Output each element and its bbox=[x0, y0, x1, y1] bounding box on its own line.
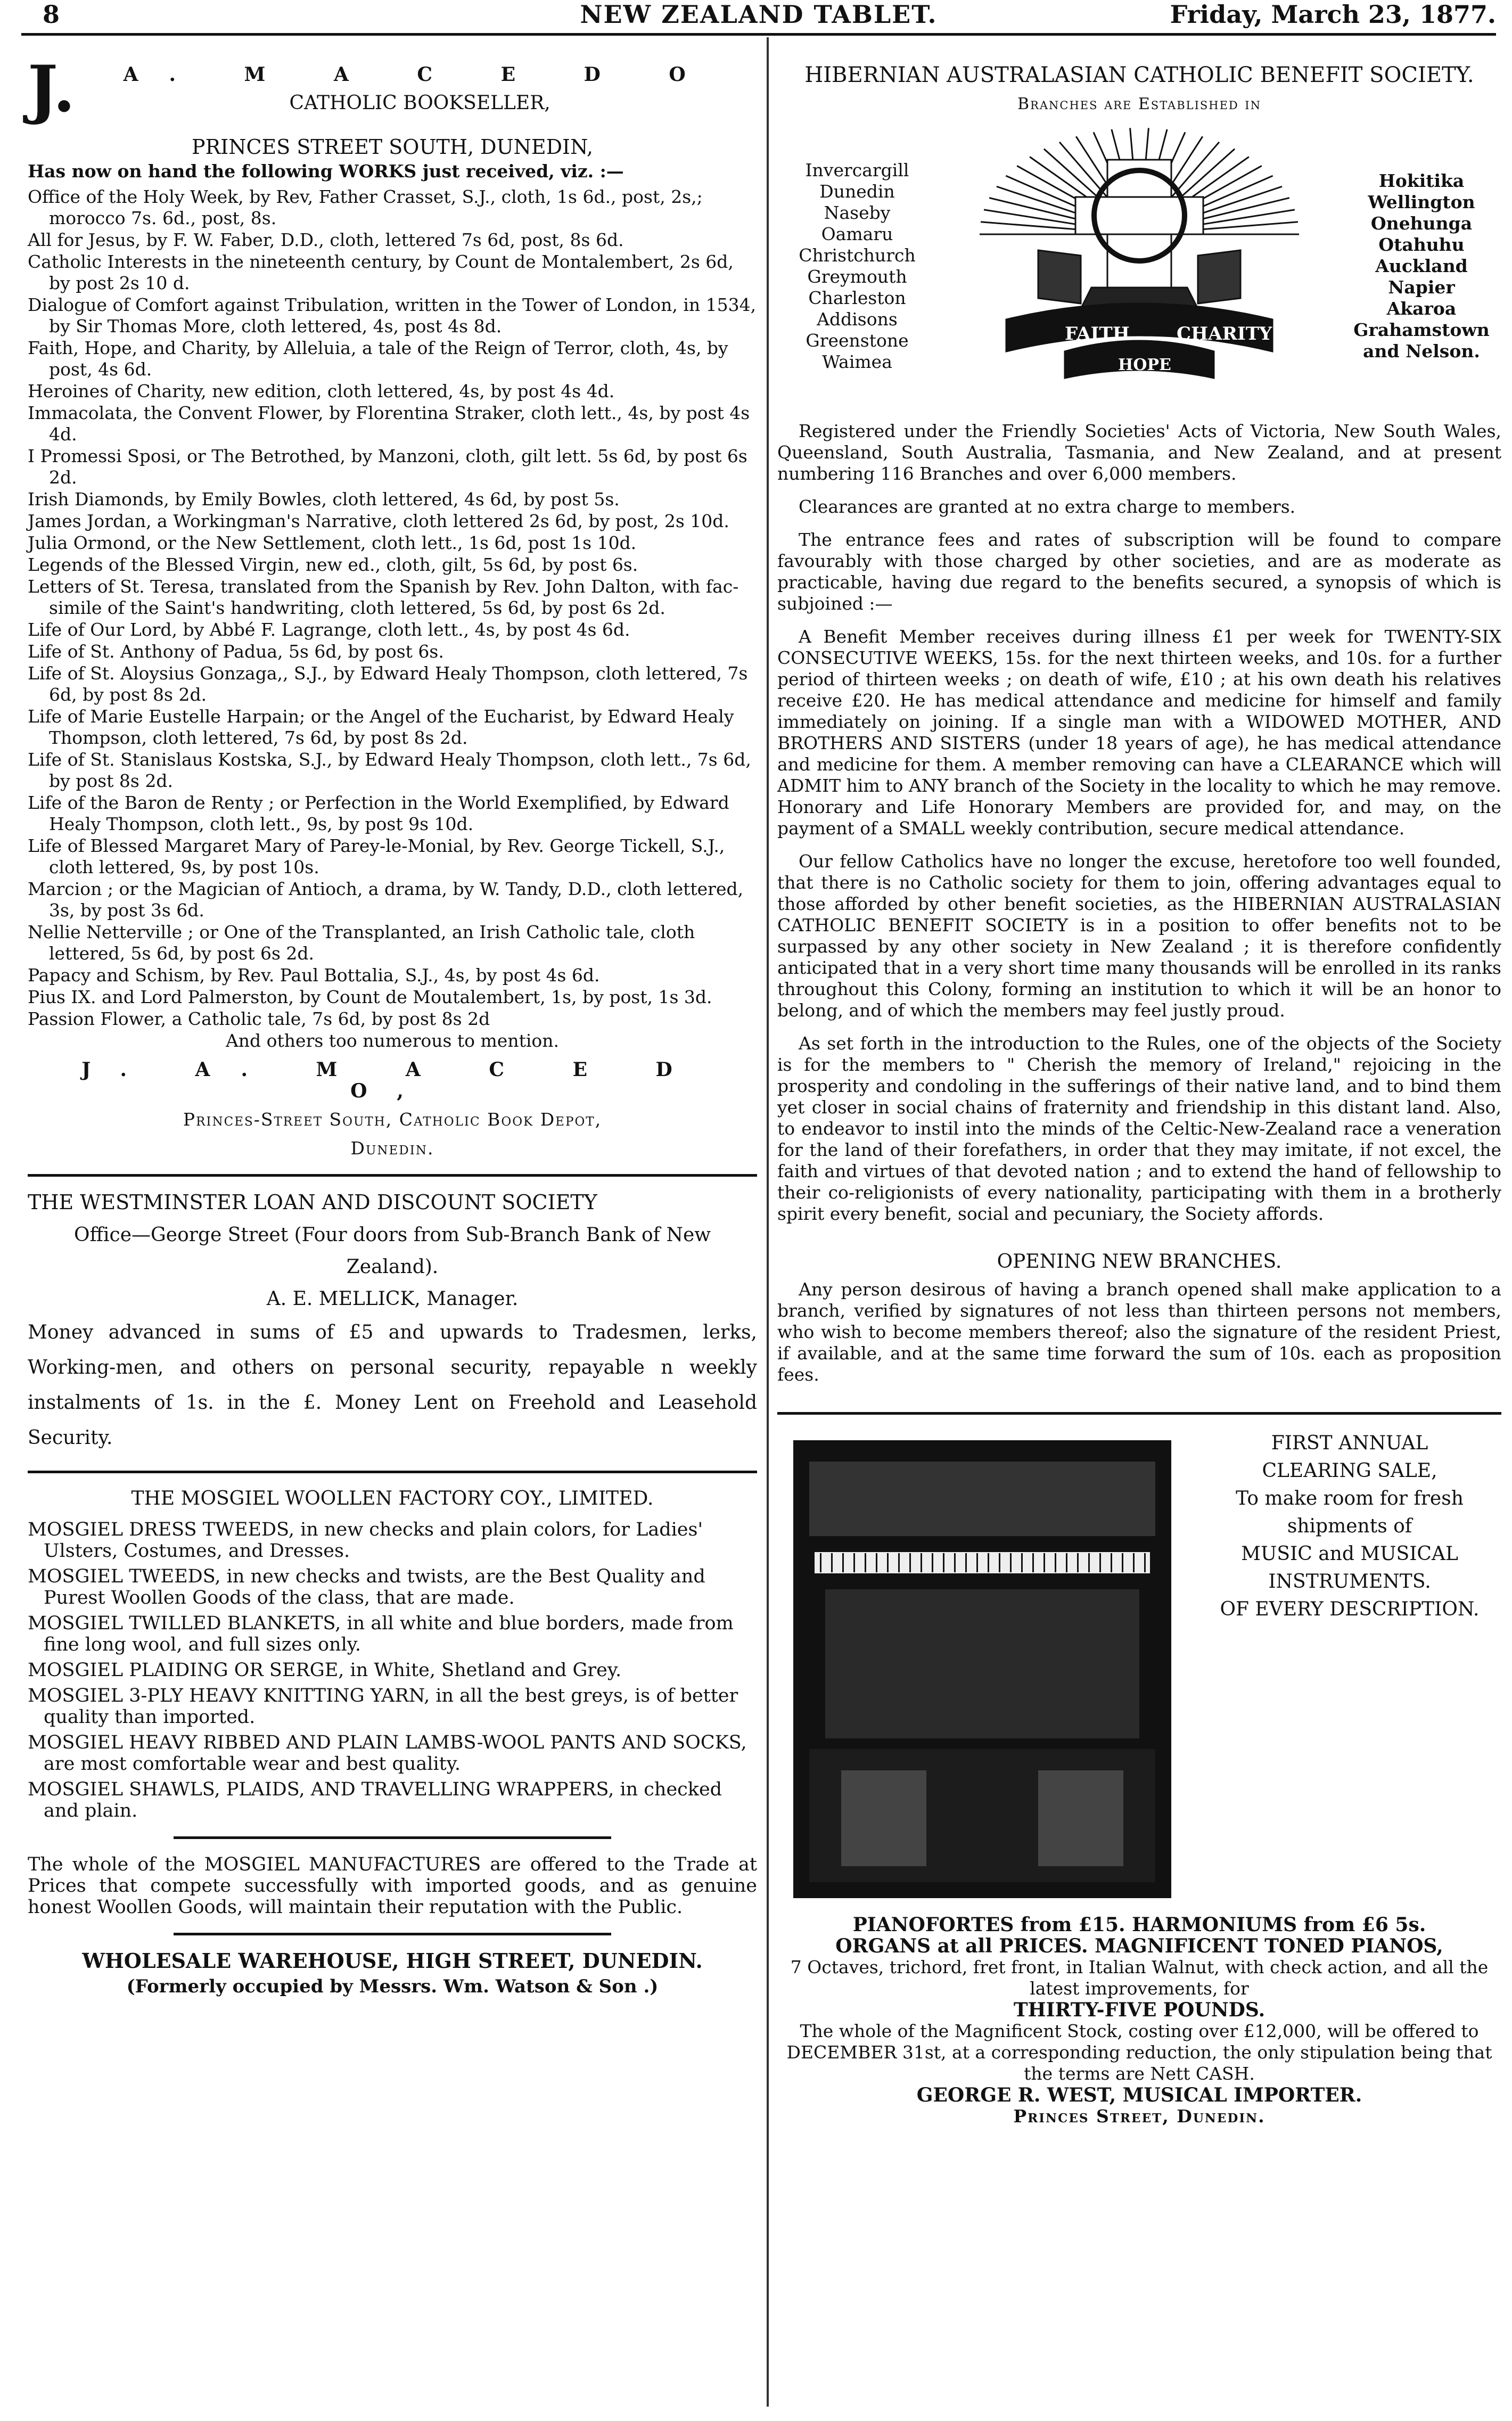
book-entry: Life of Our Lord, by Abbé F. Lagrange, cloth lett., 4s, by post 4s 6d. bbox=[28, 619, 630, 640]
hibernian-paragraph: The entrance fees and rates of subscription will be found to compare favourably with those charged by other societies, and are as moderate as practicable, having due regard to the benefits secured, a synopsis of which is subjoined :— bbox=[777, 529, 1501, 614]
page-number: 8 bbox=[43, 0, 60, 29]
branch-name: Grahamstown bbox=[1353, 319, 1490, 340]
clearing-sale-text bbox=[1187, 1430, 1501, 1909]
west-music-advert bbox=[777, 1430, 1501, 2127]
branch-name: Dunedin bbox=[819, 181, 895, 202]
harmonium-illustration-icon bbox=[777, 1430, 1187, 1909]
branch-name: Addisons bbox=[817, 309, 898, 330]
branches-left-list bbox=[777, 160, 937, 373]
macedo-address: PRINCES STREET SOUTH, DUNEDIN, bbox=[192, 135, 593, 159]
branch-name: Greymouth bbox=[807, 266, 907, 287]
mosgiel-warehouse: WHOLESALE WAREHOUSE, HIGH STREET, DUNEDIN. bbox=[82, 1949, 703, 1973]
branch-name: Waimea bbox=[822, 351, 892, 372]
branches-emblem-row bbox=[777, 128, 1501, 405]
mosgiel-item-list bbox=[28, 1519, 757, 1821]
mosgiel-product: MOSGIEL TWEEDS, in new checks and twists, are the Best Quality and Purest Woollen Goods of the class, that are made. bbox=[28, 1566, 705, 1608]
westminster-advert bbox=[28, 1192, 757, 1456]
book-entry: Life of Blessed Margaret Mary of Parey-le-Monial, by Rev. George Tickell, S.J., cloth lettered, 9s, by post 10s. bbox=[28, 835, 725, 877]
sale-line: CLEARING SALE, bbox=[1262, 1460, 1437, 1482]
branch-name: Greenstone bbox=[806, 330, 909, 351]
mosgiel-body: The whole of the MOSGIEL MANUFACTURES are offered to the Trade at Prices that compete successfully with imported goods, and as genuine honest Woollen Goods, will maintain their reputation with the Public. bbox=[28, 1854, 757, 1918]
book-entry: Dialogue of Comfort against Tribulation, written in the Tower of London, in 1534, by Sir Thomas More, cloth lettered, 4s, post 4s 8d. bbox=[28, 294, 757, 337]
macedo-advert bbox=[28, 52, 757, 1159]
branch-name: Akaroa bbox=[1386, 298, 1457, 319]
section-divider bbox=[174, 1933, 611, 1935]
mosgiel-product: MOSGIEL TWILLED BLANKETS, in all white and blue borders, made from fine long wool, and full sizes only. bbox=[28, 1613, 734, 1655]
opening-branches-title: OPENING NEW BRANCHES. bbox=[997, 1251, 1282, 1273]
branch-name: Charleston bbox=[808, 288, 906, 308]
branch-name: and Nelson. bbox=[1363, 341, 1480, 362]
hibernian-paragraphs bbox=[777, 421, 1501, 1225]
branch-name: Otahuhu bbox=[1378, 234, 1465, 255]
macedo-others: And others too numerous to mention. bbox=[225, 1030, 560, 1051]
mosgiel-product: MOSGIEL 3-PLY HEAVY KNITTING YARN, in all the best greys, is of better quality than imported. bbox=[28, 1685, 738, 1728]
westminster-manager: A. E. MELLICK, Manager. bbox=[266, 1288, 519, 1310]
book-entry: Pius IX. and Lord Palmerston, by Count de Moutalembert, 1s, by post, 1s 3d. bbox=[28, 987, 712, 1007]
book-entry: Passion Flower, a Catholic tale, 7s 6d, by post 8s 2d bbox=[28, 1008, 490, 1029]
sale-line: OF EVERY DESCRIPTION. bbox=[1220, 1598, 1480, 1620]
mosgiel-title: THE MOSGIEL WOOLLEN FACTORY COY., LIMITED. bbox=[131, 1488, 654, 1509]
hibernian-paragraph: A Benefit Member receives during illness £1 per week for TWENTY-SIX CONSECUTIVE WEEKS, 15s. for the next thirteen weeks, and 10s. for a further period of thirteen weeks ; on death of wife, £10 ; at his own death his relatives receive £20. He has medical attendance and medicine for himself and family immediately on joining. If a single man with a WIDOWED MOTHER, AND BROTHERS AND SISTERS (under 18 years of age), he has medical attendance and medicine for them. A member removing can have a CLEARANCE which will ADMIT him to ANY branch of the Society in the locality to which he may remove. Honorary and Life Honorary Members are provided for, and may, on the payment of a SMALL weekly contribution, secure medical attendance. bbox=[777, 626, 1501, 839]
hibernian-paragraph: As set forth in the introduction to the Rules, one of the objects of the Society is for the members to " Cherish the memory of Ireland," rejoicing in the prosperity and condoling in the sufferings of their native land, and to bind them yet closer in social chains of fraternity and friendship in this distant land. Also, to endeavor to instil into the minds of the Celtic-New-Zealand race a veneration for the land of their forefathers, in order that they may imitate, if not excel, the faith and virtues of that devoted nation ; and to extend the hand of fellowship to their co-religionists of every nationality, participating with them in a brotherly spirit every benefit, social and pecuniary, the Society affords. bbox=[777, 1033, 1501, 1224]
book-entry: Julia Ormond, or the New Settlement, cloth lett., 1s 6d, post 1s 10d. bbox=[28, 532, 637, 553]
mosgiel-product: MOSGIEL SHAWLS, PLAIDS, AND TRAVELLING WRAPPERS, in checked and plain. bbox=[28, 1779, 722, 1821]
octaves-line: 7 Octaves, trichord, fret front, in Italian Walnut, with check action, and all the latest improvements, for bbox=[790, 1957, 1489, 1999]
section-divider bbox=[28, 1471, 757, 1473]
hibernian-title: HIBERNIAN AUSTRALASIAN CATHOLIC BENEFIT SOCIETY. bbox=[804, 63, 1474, 87]
right-column bbox=[777, 64, 1501, 2127]
westminster-title: THE WESTMINSTER LOAN AND DISCOUNT SOCIETY bbox=[28, 1191, 597, 1214]
book-entry: Life of St. Anthony of Padua, 5s 6d, by post 6s. bbox=[28, 641, 444, 662]
book-entry: All for Jesus, by F. W. Faber, D.D., cloth, lettered 7s 6d, post, 8s 6d. bbox=[28, 229, 624, 250]
branch-name: Invercargill bbox=[805, 160, 909, 180]
macedo-sign-city: Dunedin. bbox=[350, 1138, 434, 1159]
book-list bbox=[28, 186, 757, 1030]
branch-name: Naseby bbox=[824, 202, 891, 223]
emblem-word-faith: FAITH bbox=[1065, 323, 1130, 344]
macedo-intro: Has now on hand the following WORKS just received, viz. :— bbox=[28, 161, 624, 182]
book-entry: Faith, Hope, and Charity, by Alleluia, a tale of the Reign of Terror, cloth, 4s, by post, 4s 6d. bbox=[28, 338, 728, 380]
book-entry: Papacy and Schism, by Rev. Paul Bottalia, S.J., 4s, by post 4s 6d. bbox=[28, 965, 600, 986]
branch-name: Onehunga bbox=[1370, 213, 1473, 234]
section-divider bbox=[174, 1836, 611, 1839]
price-line: THIRTY-FIVE POUNDS. bbox=[1013, 1999, 1266, 2021]
section-divider bbox=[777, 1412, 1501, 1415]
sale-line: To make room for fresh bbox=[1236, 1488, 1464, 1509]
issue-date: Friday, March 23, 1877. bbox=[1170, 0, 1496, 29]
macedo-name-spaced: A. M A C E D O bbox=[123, 63, 717, 86]
emblem-word-hope: HOPE bbox=[1118, 356, 1171, 374]
hibernian-advert bbox=[777, 64, 1501, 1385]
mosgiel-product: MOSGIEL DRESS TWEEDS, in new checks and plain colors, for Ladies' Ulsters, Costumes, and Dresses. bbox=[28, 1519, 703, 1562]
book-entry: Irish Diamonds, by Emily Bowles, cloth lettered, 4s 6d, by post 5s. bbox=[28, 489, 620, 510]
sale-line: MUSIC and MUSICAL bbox=[1241, 1543, 1458, 1565]
hibernian-paragraph: Registered under the Friendly Societies' Acts of Victoria, New South Wales, Queensland, South Australia, Tasmania, and New Zealand, and at present numbering 116 Branches and over 6,000 members. bbox=[777, 421, 1501, 484]
branch-name: Christchurch bbox=[799, 245, 916, 266]
branches-right-list bbox=[1342, 170, 1501, 362]
branch-name: Hokitika bbox=[1378, 170, 1465, 191]
hibernian-paragraph: Our fellow Catholics have no longer the excuse, heretofore too well founded, that there is no Catholic society for them to join, offering advantages equal to those afforded by other benefit societies, as the HIBERNIAN AUSTRALASIAN CATHOLIC BENEFIT SOCIETY is in a position to offer benefits not to be surpassed by any other society in New Zealand ; it is therefore confidently anticipated that in a very short time many thousands will be enrolled in its ranks throughout this Colony, forming an institution to which it will be an honor to belong, and of which the members may feel justly proud. bbox=[777, 851, 1501, 1021]
book-entry: Catholic Interests in the nineteenth century, by Count de Montalembert, 2s 6d, by post 2s 10 d. bbox=[28, 251, 734, 293]
book-entry: Legends of the Blessed Virgin, new ed., cloth, gilt, 5s 6d, by post 6s. bbox=[28, 554, 638, 575]
book-entry: Nellie Netterville ; or One of the Transplanted, an Irish Catholic tale, cloth lettered, 5s 6d, by post 6s 2d. bbox=[28, 922, 695, 964]
stock-line: The whole of the Magnificent Stock, costing over £12,000, will be offered to DECEMBER 31st, at a corresponding reduction, the only stipulation being that the terms are Nett CASH. bbox=[786, 2021, 1492, 2084]
page-header bbox=[21, 0, 1496, 32]
hibernian-paragraph: Clearances are granted at no extra charge to members. bbox=[799, 496, 1296, 517]
westminster-body: Money advanced in sums of £5 and upwards to Tradesmen, lerks, Working-men, and others on personal security, repayable n weekly instalments of 1s. in the £. Money Lent on Freehold and Leasehold Security. bbox=[28, 1322, 757, 1449]
organs-line: ORGANS at all PRICES. MAGNIFICENT TONED PIANOS, bbox=[835, 1935, 1443, 1957]
book-entry: Office of the Holy Week, by Rev, Father Crasset, S.J., cloth, 1s 6d., post, 2s,; morocco 7s. 6d., post, 8s. bbox=[28, 186, 703, 228]
book-entry: James Jordan, a Workingman's Narrative, cloth lettered 2s 6d, by post, 2s 10d. bbox=[28, 511, 729, 531]
opening-branches-body: Any person desirous of having a branch opened shall make application to a branch, verified by signatures of not less than thirteen persons not members, who wish to become members thereof; also the signature of the resident Priest, if available, and at the same time forward the sum of 10s. each as proposition fees. bbox=[777, 1279, 1501, 1385]
macedo-sign-line: Princes-Street South, Catholic Book Depot, bbox=[183, 1109, 602, 1130]
left-column bbox=[28, 52, 757, 1997]
mosgiel-advert bbox=[28, 1488, 757, 1997]
book-entry: Marcion ; or the Magician of Antioch, a drama, by W. Tandy, D.D., cloth lettered, 3s, by post 3s 6d. bbox=[28, 879, 744, 921]
book-entry: Life of the Baron de Renty ; or Perfection in the World Exemplified, by Edward Healy Thompson, cloth lett., 9s, by post 9s 10d. bbox=[28, 792, 729, 834]
westminster-office: Office—George Street (Four doors from Sub-Branch Bank of New Zealand). bbox=[73, 1224, 711, 1278]
branch-name: Auckland bbox=[1375, 256, 1468, 276]
header-rule bbox=[21, 33, 1496, 36]
mosgiel-product: MOSGIEL HEAVY RIBBED AND PLAIN LAMBS-WOOL PANTS AND SOCKS, are most comfortable wear and best quality. bbox=[28, 1732, 747, 1775]
macedo-title: CATHOLIC BOOKSELLER, bbox=[289, 92, 550, 114]
newspaper-title: NEW ZEALAND TABLET. bbox=[580, 0, 938, 29]
book-entry: Life of St. Aloysius Gonzaga,, S.J., by Edward Healy Thompson, cloth lettered, 7s 6d, by post 8s 2d. bbox=[28, 663, 748, 705]
book-entry: Heroines of Charity, new edition, cloth lettered, 4s, by post 4s 4d. bbox=[28, 381, 615, 401]
branch-name: Napier bbox=[1388, 277, 1455, 298]
sale-line: FIRST ANNUAL bbox=[1271, 1432, 1428, 1454]
branch-name: Oamaru bbox=[821, 224, 893, 244]
emblem-word-charity: CHARITY bbox=[1177, 323, 1272, 344]
sale-line: INSTRUMENTS. bbox=[1268, 1571, 1431, 1593]
celtic-cross-emblem-icon bbox=[974, 128, 1304, 405]
book-entry: Life of St. Stanislaus Kostska, S.J., by Edward Healy Thompson, cloth lett., 7s 6d, by post 8s 2d. bbox=[28, 749, 751, 791]
book-entry: Letters of St. Teresa, translated from the Spanish by Rev. John Dalton, with fac-simile of the Saint's handwriting, cloth lettered, 5s 6d, by post 6s 2d. bbox=[28, 576, 739, 618]
mosgiel-product: MOSGIEL PLAIDING OR SERGE, in White, Shetland and Grey. bbox=[28, 1660, 622, 1681]
book-entry: Immacolata, the Convent Flower, by Florentina Straker, cloth lett., 4s, by post 4s 4d. bbox=[28, 403, 750, 445]
column-divider bbox=[767, 37, 769, 2407]
branch-name: Wellington bbox=[1368, 192, 1475, 212]
hibernian-branches-heading: Branches are Established in bbox=[1017, 95, 1261, 113]
sale-line: shipments of bbox=[1287, 1515, 1412, 1537]
section-divider bbox=[28, 1174, 757, 1177]
book-entry: Life of Marie Eustelle Harpain; or the Angel of the Eucharist, by Edward Healy Thompson, cloth lettered, 7s 6d, by post 8s 2d. bbox=[28, 706, 734, 748]
macedo-initial: J. bbox=[28, 52, 76, 127]
book-entry: I Promessi Sposi, or The Betrothed, by Manzoni, cloth, gilt lett. 5s 6d, by post 6s 2d. bbox=[28, 446, 747, 488]
macedo-sign-name: J. A. M A C E D O, bbox=[81, 1058, 703, 1102]
west-name: GEORGE R. WEST, MUSICAL IMPORTER. bbox=[916, 2084, 1362, 2106]
pianos-line: PIANOFORTES from £15. HARMONIUMS from £6 5s. bbox=[852, 1914, 1426, 1936]
mosgiel-formerly: (Formerly occupied by Messrs. Wm. Watson & Son .) bbox=[126, 1976, 659, 1997]
west-address: Princes Street, Dunedin. bbox=[1013, 2106, 1266, 2127]
